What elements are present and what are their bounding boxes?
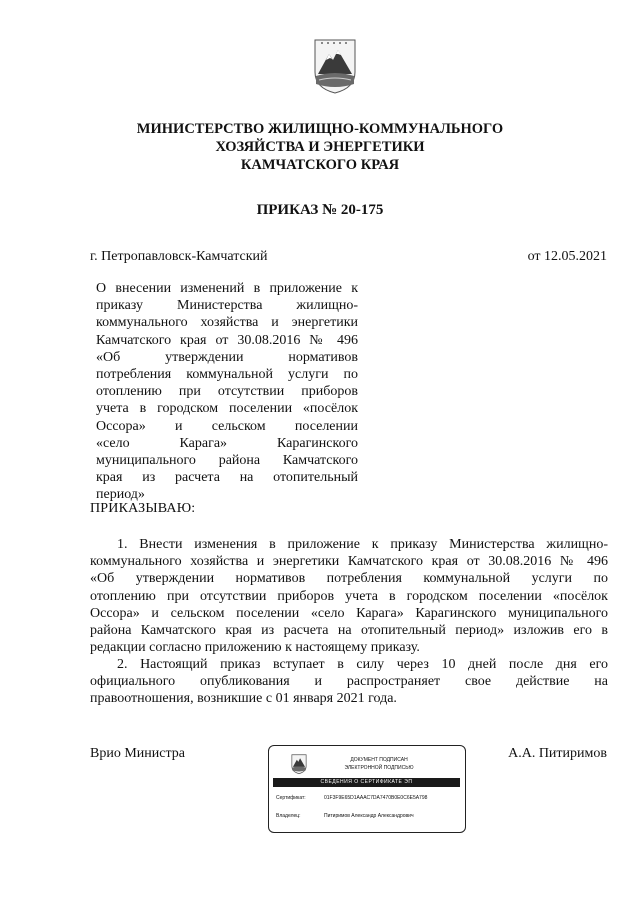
stamp-owner-row: [276, 813, 414, 819]
certificate-label: Сертификат:: [276, 795, 306, 801]
stamp-header-line-1: ДОКУМЕНТ ПОДПИСАН: [350, 757, 408, 763]
paragraph-line: «Об утверждении нормативов потребления коммунальной услуги по: [90, 571, 608, 587]
subject-line: «Об утверждении нормативов: [96, 349, 358, 365]
subject-line: Камчатского края от 30.08.2016 № 496: [96, 332, 358, 348]
stamp-certificate-row: [276, 795, 427, 801]
order-subject: [96, 280, 358, 504]
paragraph-2: [90, 656, 608, 708]
stamp-certificate-bar: СВЕДЕНИЯ О СЕРТИФИКАТЕ ЭП: [273, 778, 460, 787]
ministry-line-1: МИНИСТЕРСТВО ЖИЛИЩНО-КОММУНАЛЬНОГО: [136, 121, 504, 137]
certificate-value: 01F3F9E65D1AAAC7DA7470B0E0C6E5A798: [324, 795, 428, 801]
paragraph-line: отоплению при отсутствии приборов учета в городском поселении «посёлок: [90, 588, 608, 604]
owner-label: Владелец:: [276, 813, 301, 819]
owner-value: Питиримов Александр Александрович: [324, 813, 414, 819]
order-date: от 12.05.2021: [527, 249, 607, 264]
subject-line: О внесении изменений в приложение к: [96, 281, 358, 296]
paragraph-line: редакции согласно приложению к настоящему приказу.: [90, 640, 420, 656]
directive: ПРИКАЗЫВАЮ:: [90, 501, 196, 516]
electronic-signature-stamp: [268, 745, 466, 833]
ministry-line-3: КАМЧАТСКОГО КРАЯ: [240, 157, 400, 173]
subject-line: приказу Министерства жилищно-: [96, 298, 358, 314]
subject-line: Оссора» и сельском поселении: [96, 418, 358, 434]
paragraph-1: [90, 536, 608, 656]
subject-line: «село Карага» Карагинского: [96, 435, 358, 451]
stamp-header: [319, 756, 439, 772]
paragraph-line: коммунального хозяйства и энергетики Камчатского края от 30.08.2016 № 496: [90, 554, 608, 570]
order-title: ПРИКАЗ № 20-175: [256, 202, 384, 218]
subject-line: отоплению при отсутствии приборов: [96, 384, 358, 400]
paragraph-line: Оссора» и сельском поселении «село Карага» Карагинского муниципального: [90, 605, 608, 621]
subject-line: коммунального хозяйства и энергетики: [96, 315, 358, 331]
subject-line: потребления коммунальной услуги по: [96, 367, 358, 383]
subject-line: период»: [96, 487, 145, 503]
signer-title: Врио Министра: [90, 746, 185, 761]
subject-line: края из расчета на отопительный: [96, 470, 358, 486]
signer-name: А.А. Питиримов: [508, 746, 607, 761]
paragraph-line: 1. Внести изменения в приложение к приказу Министерства жилищно-: [117, 537, 608, 552]
paragraph-line: района Камчатского края из расчета на отопительный период» изложив его в: [90, 623, 608, 639]
paragraph-line: официального опубликования и распространяет свое действие на: [90, 674, 608, 690]
stamp-header-line-2: ЭЛЕКТРОННОЙ ПОДПИСЬЮ: [344, 765, 414, 771]
paragraph-line: правоотношения, возникшие с 01 января 2021 года.: [90, 691, 397, 707]
stamp-crest-icon: [291, 754, 307, 774]
subject-line: муниципального района Камчатского: [96, 453, 358, 469]
ministry-name: [0, 120, 640, 174]
kamchatka-crest-icon: [313, 38, 357, 94]
ministry-line-2: ХОЗЯЙСТВА И ЭНЕРГЕТИКИ: [215, 139, 425, 155]
paragraph-line: 2. Настоящий приказ вступает в силу через 10 дней после дня его: [117, 657, 608, 672]
city: г. Петропавловск-Камчатский: [90, 249, 268, 264]
subject-line: учета в городском поселении «посёлок: [96, 401, 358, 417]
